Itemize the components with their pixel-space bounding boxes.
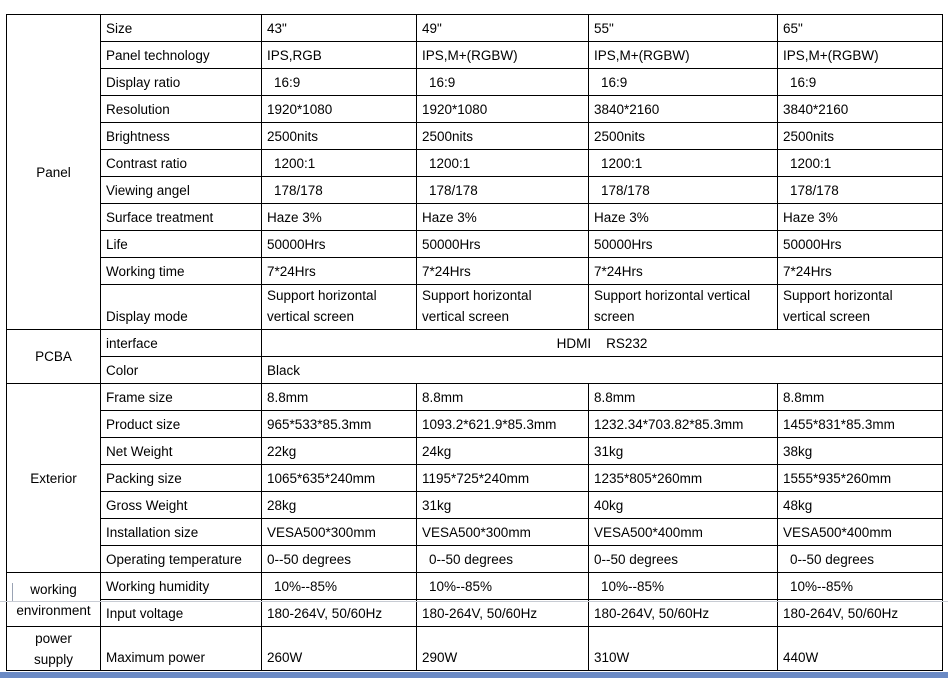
row-label: Size (101, 15, 262, 42)
bottom-edge-bar (0, 672, 948, 678)
cell-55: 40kg (589, 492, 778, 519)
cell-49: 31kg (417, 492, 589, 519)
cell-65: 48kg (778, 492, 943, 519)
row-label: Product size (101, 411, 262, 438)
cell-49: 7*24Hrs (417, 258, 589, 285)
cell-43: 0--50 degrees (262, 546, 417, 573)
cell-55: 10%--85% (589, 573, 778, 600)
cell-43: 260W (262, 627, 417, 671)
cell-43: Support horizontal vertical screen (262, 285, 417, 330)
cell-55: 178/178 (589, 177, 778, 204)
cell-49: 290W (417, 627, 589, 671)
cell-43: 965*533*85.3mm (262, 411, 417, 438)
cell-65: IPS,M+(RGBW) (778, 42, 943, 69)
cell-49: Support horizontal vertical screen (417, 285, 589, 330)
row-label: Net Weight (101, 438, 262, 465)
cell-49: 16:9 (417, 69, 589, 96)
selection-guide-line (0, 601, 948, 602)
cell-65: 1555*935*260mm (778, 465, 943, 492)
cell-65: Haze 3% (778, 204, 943, 231)
cell-43: 8.8mm (262, 384, 417, 411)
row-label: interface (101, 330, 262, 357)
cell-65: 8.8mm (778, 384, 943, 411)
row-label: Working time (101, 258, 262, 285)
cell-55: 16:9 (589, 69, 778, 96)
row-label: Frame size (101, 384, 262, 411)
row-label: Resolution (101, 96, 262, 123)
cell-49: 1195*725*240mm (417, 465, 589, 492)
cell-49: Haze 3% (417, 204, 589, 231)
group-working-environment (7, 573, 101, 627)
cell-65: 38kg (778, 438, 943, 465)
row-label: Packing size (101, 465, 262, 492)
selection-guide-tick (12, 583, 13, 601)
group-pcba: PCBA (7, 330, 101, 384)
cell-43: 7*24Hrs (262, 258, 417, 285)
cell-49: 10%--85% (417, 573, 589, 600)
spec-table (6, 14, 943, 671)
cell-65: 178/178 (778, 177, 943, 204)
cell-65: 7*24Hrs (778, 258, 943, 285)
group-working-environment-line1: working (30, 581, 77, 597)
cell-65: 1200:1 (778, 150, 943, 177)
cell-55: 1232.34*703.82*85.3mm (589, 411, 778, 438)
cell-55: 180-264V, 50/60Hz (589, 600, 778, 627)
cell-49: 49" (417, 15, 589, 42)
cell-55: Haze 3% (589, 204, 778, 231)
cell-49: 178/178 (417, 177, 589, 204)
cell-55: 2500nits (589, 123, 778, 150)
cell-43: 22kg (262, 438, 417, 465)
cell-49: 50000Hrs (417, 231, 589, 258)
cell-49: 2500nits (417, 123, 589, 150)
cell-55: 310W (589, 627, 778, 671)
row-label: Display ratio (101, 69, 262, 96)
row-label: Color (101, 357, 262, 384)
cell-49: IPS,M+(RGBW) (417, 42, 589, 69)
cell-55: Support horizontal vertical screen (589, 285, 778, 330)
group-power-supply-line1: power (35, 630, 72, 646)
row-label: Input voltage (101, 600, 262, 627)
row-label: Maximum power (101, 627, 262, 671)
cell-55: IPS,M+(RGBW) (589, 42, 778, 69)
cell-43: 1200:1 (262, 150, 417, 177)
cell-55: 7*24Hrs (589, 258, 778, 285)
cell-65: 440W (778, 627, 943, 671)
cell-65: 3840*2160 (778, 96, 943, 123)
row-label: Life (101, 231, 262, 258)
cell-color-merged: Black (262, 357, 943, 384)
cell-43: 1065*635*240mm (262, 465, 417, 492)
cell-65: 1455*831*85.3mm (778, 411, 943, 438)
cell-interface-merged: HDMI RS232 (262, 330, 943, 357)
cell-49: 1920*1080 (417, 96, 589, 123)
cell-55: 55" (589, 15, 778, 42)
group-panel: Panel (7, 15, 101, 330)
cell-65: VESA500*400mm (778, 519, 943, 546)
cell-49: 0--50 degrees (417, 546, 589, 573)
cell-49: VESA500*300mm (417, 519, 589, 546)
cell-65: 65" (778, 15, 943, 42)
cell-43: 1920*1080 (262, 96, 417, 123)
cell-43: 10%--85% (262, 573, 417, 600)
cell-43: Haze 3% (262, 204, 417, 231)
cell-49: 8.8mm (417, 384, 589, 411)
cell-43: 50000Hrs (262, 231, 417, 258)
row-label: Surface treatment (101, 204, 262, 231)
cell-43: 28kg (262, 492, 417, 519)
row-label: Brightness (101, 123, 262, 150)
cell-65: 2500nits (778, 123, 943, 150)
cell-55: 0--50 degrees (589, 546, 778, 573)
cell-55: 3840*2160 (589, 96, 778, 123)
cell-65: 16:9 (778, 69, 943, 96)
cell-65: Support horizontal vertical screen (778, 285, 943, 330)
cell-43: 180-264V, 50/60Hz (262, 600, 417, 627)
cell-55: 50000Hrs (589, 231, 778, 258)
cell-43: IPS,RGB (262, 42, 417, 69)
cell-49: 1200:1 (417, 150, 589, 177)
cell-55: 8.8mm (589, 384, 778, 411)
cell-55: 1200:1 (589, 150, 778, 177)
cell-43: 43" (262, 15, 417, 42)
cell-65: 10%--85% (778, 573, 943, 600)
cell-49: 180-264V, 50/60Hz (417, 600, 589, 627)
cell-49: 24kg (417, 438, 589, 465)
cell-55: VESA500*400mm (589, 519, 778, 546)
cell-65: 180-264V, 50/60Hz (778, 600, 943, 627)
cell-43: 178/178 (262, 177, 417, 204)
row-label: Gross Weight (101, 492, 262, 519)
cell-65: 0--50 degrees (778, 546, 943, 573)
group-power-supply-line2: supply (33, 651, 74, 667)
cell-43: 2500nits (262, 123, 417, 150)
row-label: Working humidity (101, 573, 262, 600)
group-power-supply (7, 627, 101, 671)
group-exterior: Exterior (7, 384, 101, 573)
row-label: Display mode (101, 285, 262, 330)
cell-43: VESA500*300mm (262, 519, 417, 546)
row-label: Operating temperature (101, 546, 262, 573)
cell-55: 1235*805*260mm (589, 465, 778, 492)
cell-49: 1093.2*621.9*85.3mm (417, 411, 589, 438)
row-label: Installation size (101, 519, 262, 546)
row-label: Contrast ratio (101, 150, 262, 177)
row-label: Panel technology (101, 42, 262, 69)
cell-43: 16:9 (262, 69, 417, 96)
cell-65: 50000Hrs (778, 231, 943, 258)
row-label: Viewing angel (101, 177, 262, 204)
cell-55: 31kg (589, 438, 778, 465)
group-working-environment-line2: environment (16, 602, 91, 618)
